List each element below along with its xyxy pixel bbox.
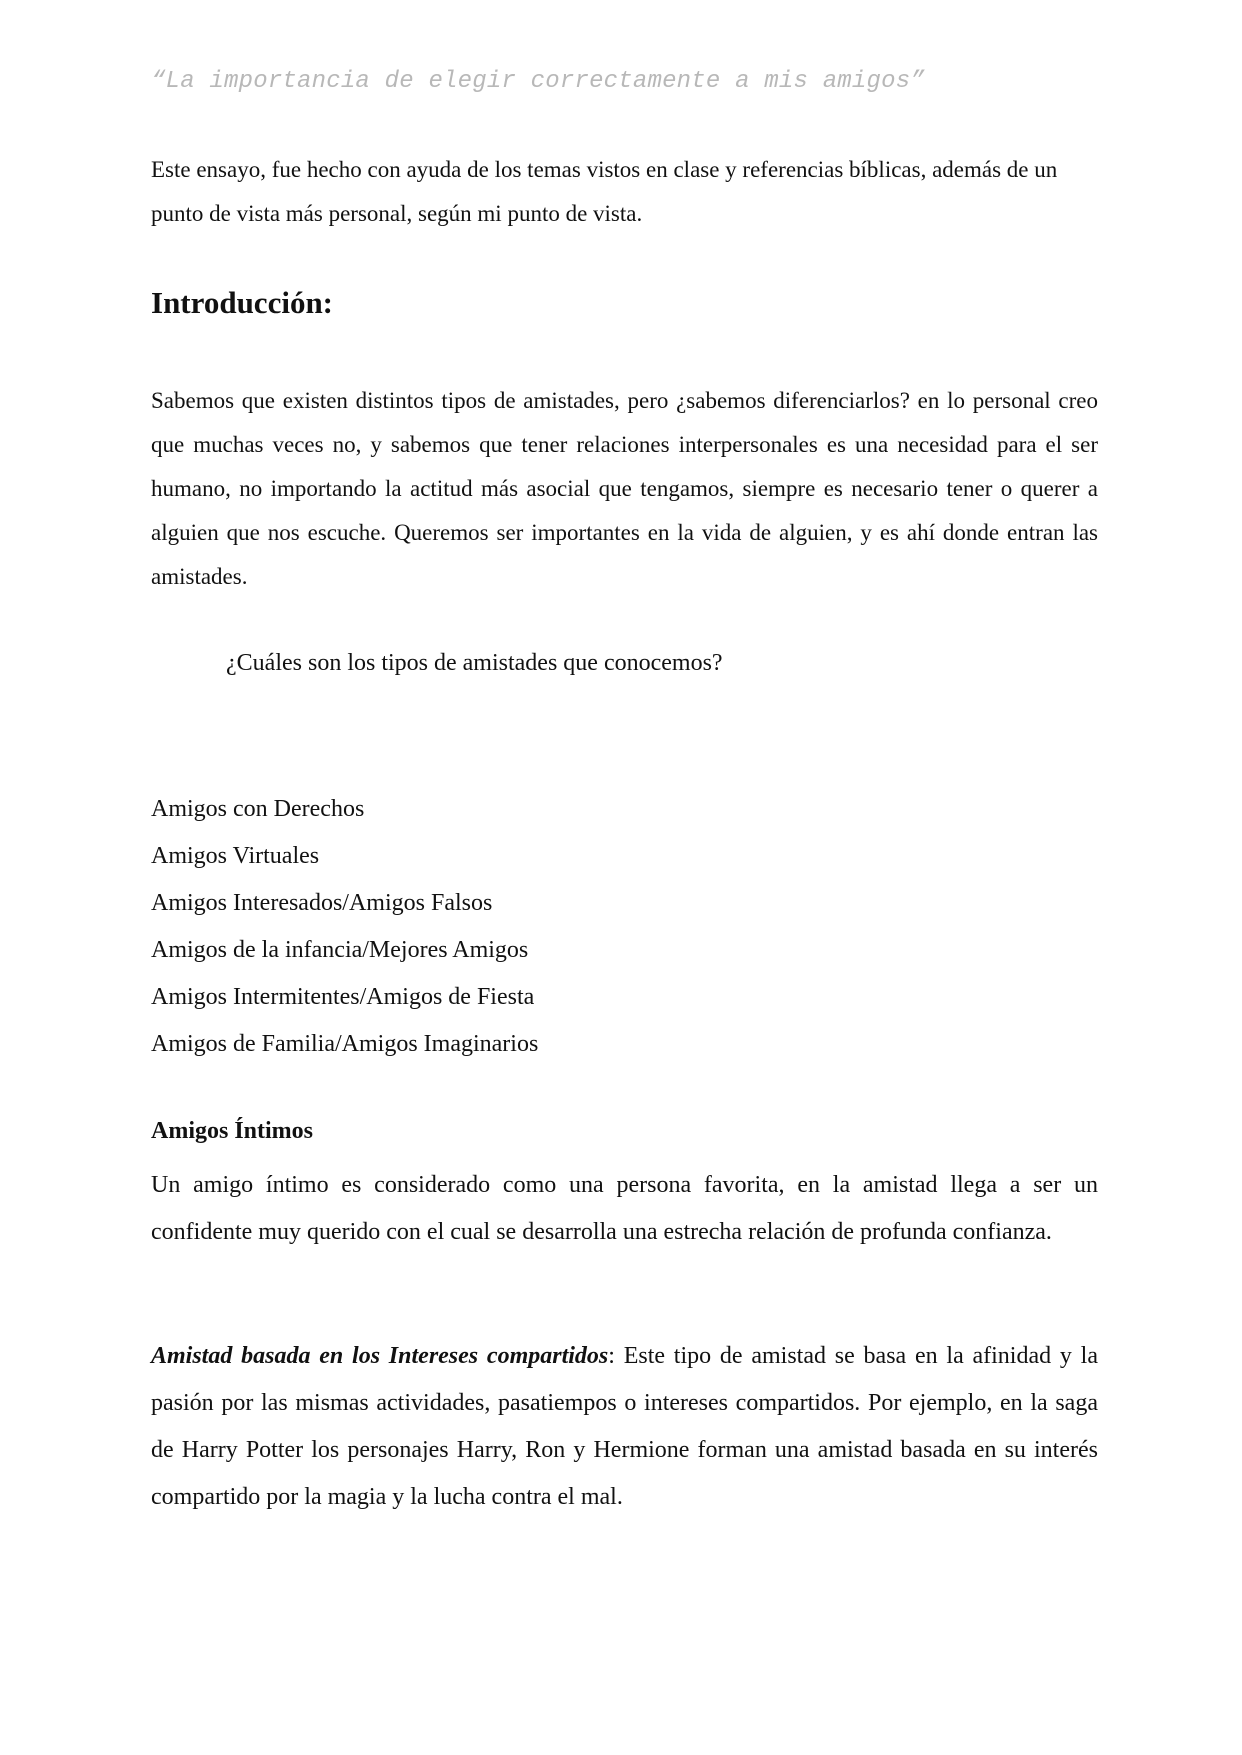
- intimate-friends-paragraph: Un amigo íntimo es considerado como una persona favorita, en la amistad llega a ser un confidente muy querido con el cual se desarrolla una estrecha relación de profunda confianza.: [151, 1172, 1098, 1245]
- essay-title: “La importancia de elegir correctamente a mis amigos”: [151, 68, 925, 95]
- list-item: Amigos Interesados/Amigos Falsos: [151, 890, 493, 916]
- list-item: Amigos con Derechos: [151, 796, 365, 822]
- introduction-heading: Introducción:: [151, 285, 334, 320]
- shared-interests-text: : Este tipo de amistad se basa en la afinidad y la pasión por las mismas actividades, pasatiempos o intereses compartidos. Por ejemplo, en la saga de Harry Potter los personajes Harry, Ron y Hermione forman una amistad basada en su interés compartido por la magia y la lucha contra el mal.: [151, 1343, 1099, 1510]
- list-item: Amigos Virtuales: [151, 843, 320, 869]
- essay-note-paragraph: Este ensayo, fue hecho con ayuda de los temas vistos en clase y referencias bíblicas, además de un punto de vista más personal, según mi punto de vista.: [151, 157, 1058, 226]
- list-item: Amigos de Familia/Amigos Imaginarios: [151, 1031, 539, 1057]
- introduction-paragraph: Sabemos que existen distintos tipos de amistades, pero ¿sabemos diferenciarlos? en lo personal creo que muchas veces no, y sabemos que tener relaciones interpersonales es una necesidad para el ser humano, no importando la actitud más asocial que tengamos, siempre es necesario tener o querer a alguien que nos escuche. Queremos ser importantes en la vida de alguien, y es ahí donde entran las amistades.: [151, 388, 1098, 589]
- friendship-types-question: ¿Cuáles son los tipos de amistades que conocemos?: [226, 650, 723, 676]
- list-item: Amigos Intermitentes/Amigos de Fiesta: [151, 984, 535, 1010]
- list-item: Amigos de la infancia/Mejores Amigos: [151, 937, 529, 963]
- friendship-types-list: [151, 786, 1098, 1068]
- shared-interests-paragraph: [151, 1333, 1098, 1521]
- shared-interests-lead: Amistad basada en los Intereses compartidos: [151, 1343, 609, 1369]
- intimate-friends-heading: Amigos Íntimos: [151, 1118, 314, 1144]
